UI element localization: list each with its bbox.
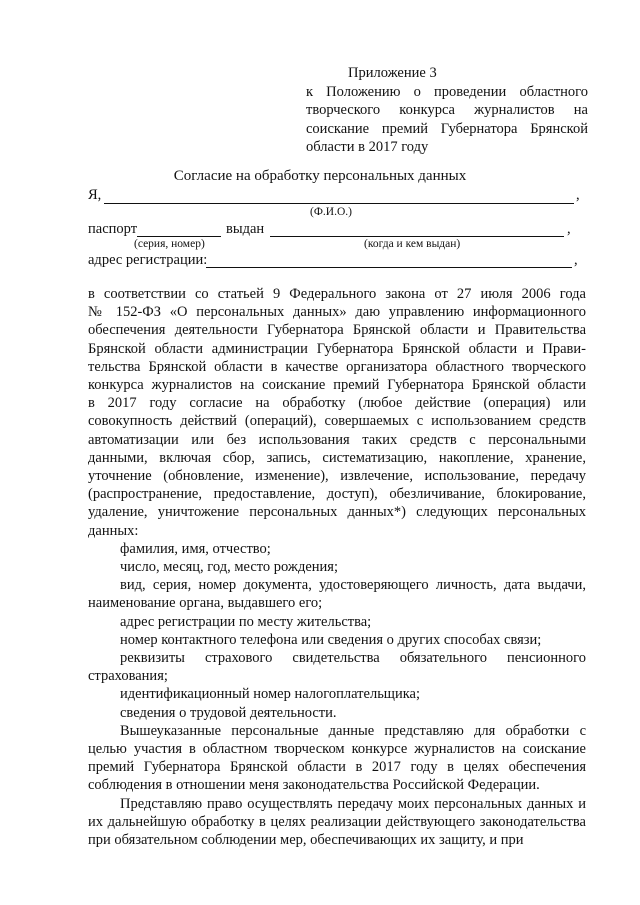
body-line: обеспечения деятельности Губернатора Брянской области и Правительства: [88, 322, 586, 339]
passport-series-field[interactable]: [137, 236, 221, 237]
address-label: адрес регистрации:: [88, 252, 208, 268]
list-item: фамилия, имя, отчество;: [120, 540, 271, 557]
appendix-line: творческого конкурса журналистов на: [306, 102, 588, 118]
body-line: в 2017 году согласие на обработку (любое действие (операция) или: [88, 395, 586, 412]
body-line: автоматизации или без использования таких средств с персональными: [88, 431, 586, 448]
body-line: совокупность действий (операций), совершаемых с использованием средств: [88, 413, 586, 430]
address-comma: ,: [574, 252, 578, 268]
list-item: число, месяц, год, место рождения;: [120, 559, 338, 576]
passport-label: паспорт: [88, 221, 138, 237]
issued-field[interactable]: [270, 236, 564, 237]
list-item: номер контактного телефона или сведения о других способах связи;: [120, 631, 542, 648]
document-title: Согласие на обработку персональных данных: [173, 168, 467, 184]
issued-hint: (когда и кем выдан): [364, 238, 461, 250]
series-hint: (серия, номер): [134, 238, 205, 250]
body-line: Брянской области администрации Губернатора Брянской области и Прави-: [88, 340, 586, 357]
appendix-line: соискание премий Губернатора Брянской: [306, 120, 588, 137]
fio-hint: (Ф.И.О.): [310, 206, 352, 218]
list-item: идентификационный номер налогоплательщика;: [120, 686, 421, 703]
appendix-line: области в 2017 году: [306, 139, 429, 155]
body-line: удаление, уничтожение персональных данных*) следующих персональных: [88, 504, 586, 521]
consent-body: [88, 285, 586, 849]
purpose-paragraph: Вышеуказанные персональные данные представляю для обработки с целью участия в областном творческом конкурсе журналистов на соискание премий Губернатора Брянской области в 2017 году в целях обеспечения соблюдения в отношении меня законодательства Российской Федерации.: [88, 722, 586, 794]
body-line: уточнение (обновление, изменение), извлечение, использование, передачу: [88, 468, 586, 485]
transfer-paragraph: Представляю право осуществлять передачу моих персональных данных и их дальнейшую обработку в целях реализации действующего законодательства при обязательном соблюдении мер, обеспечивающих их защиту, и при: [88, 795, 586, 849]
fio-comma: ,: [576, 187, 580, 203]
body-line: тельства Брянской области в качестве организатора областного творческого: [88, 358, 586, 375]
body-line: (распространение, предоставление, доступ), обезличивание, блокирование,: [88, 486, 586, 503]
list-item: вид, серия, номер документа, удостоверяющего личность, дата выдачи, наименование органа, выдавшего его;: [88, 577, 586, 612]
appendix-line: к Положению о проведении областного: [306, 83, 588, 100]
body-line: в соответствии со статьей 9 Федерального закона от 27 июля 2006 года: [88, 286, 586, 302]
ya-label: Я,: [88, 187, 102, 203]
body-line: данными, включая сбор, запись, систематизацию, накопление, хранение,: [88, 449, 586, 466]
fio-field[interactable]: [104, 203, 574, 204]
list-item: реквизиты страхового свидетельства обязательного пенсионного страхования;: [88, 650, 586, 685]
appendix-block: [306, 64, 588, 157]
address-field[interactable]: [206, 267, 572, 268]
body-line: конкурса журналистов на соискание премий Губернатора Брянской области: [88, 377, 586, 394]
issued-comma: ,: [567, 221, 571, 237]
list-item: адрес регистрации по месту жительства;: [120, 613, 372, 630]
body-line: данных:: [88, 522, 139, 539]
issued-label: выдан: [226, 221, 265, 237]
list-item: сведения о трудовой деятельности.: [120, 704, 337, 721]
appendix-heading: Приложение 3: [348, 65, 437, 81]
body-line: № 152-ФЗ «О персональных данных» даю управлению информационного: [88, 304, 586, 321]
